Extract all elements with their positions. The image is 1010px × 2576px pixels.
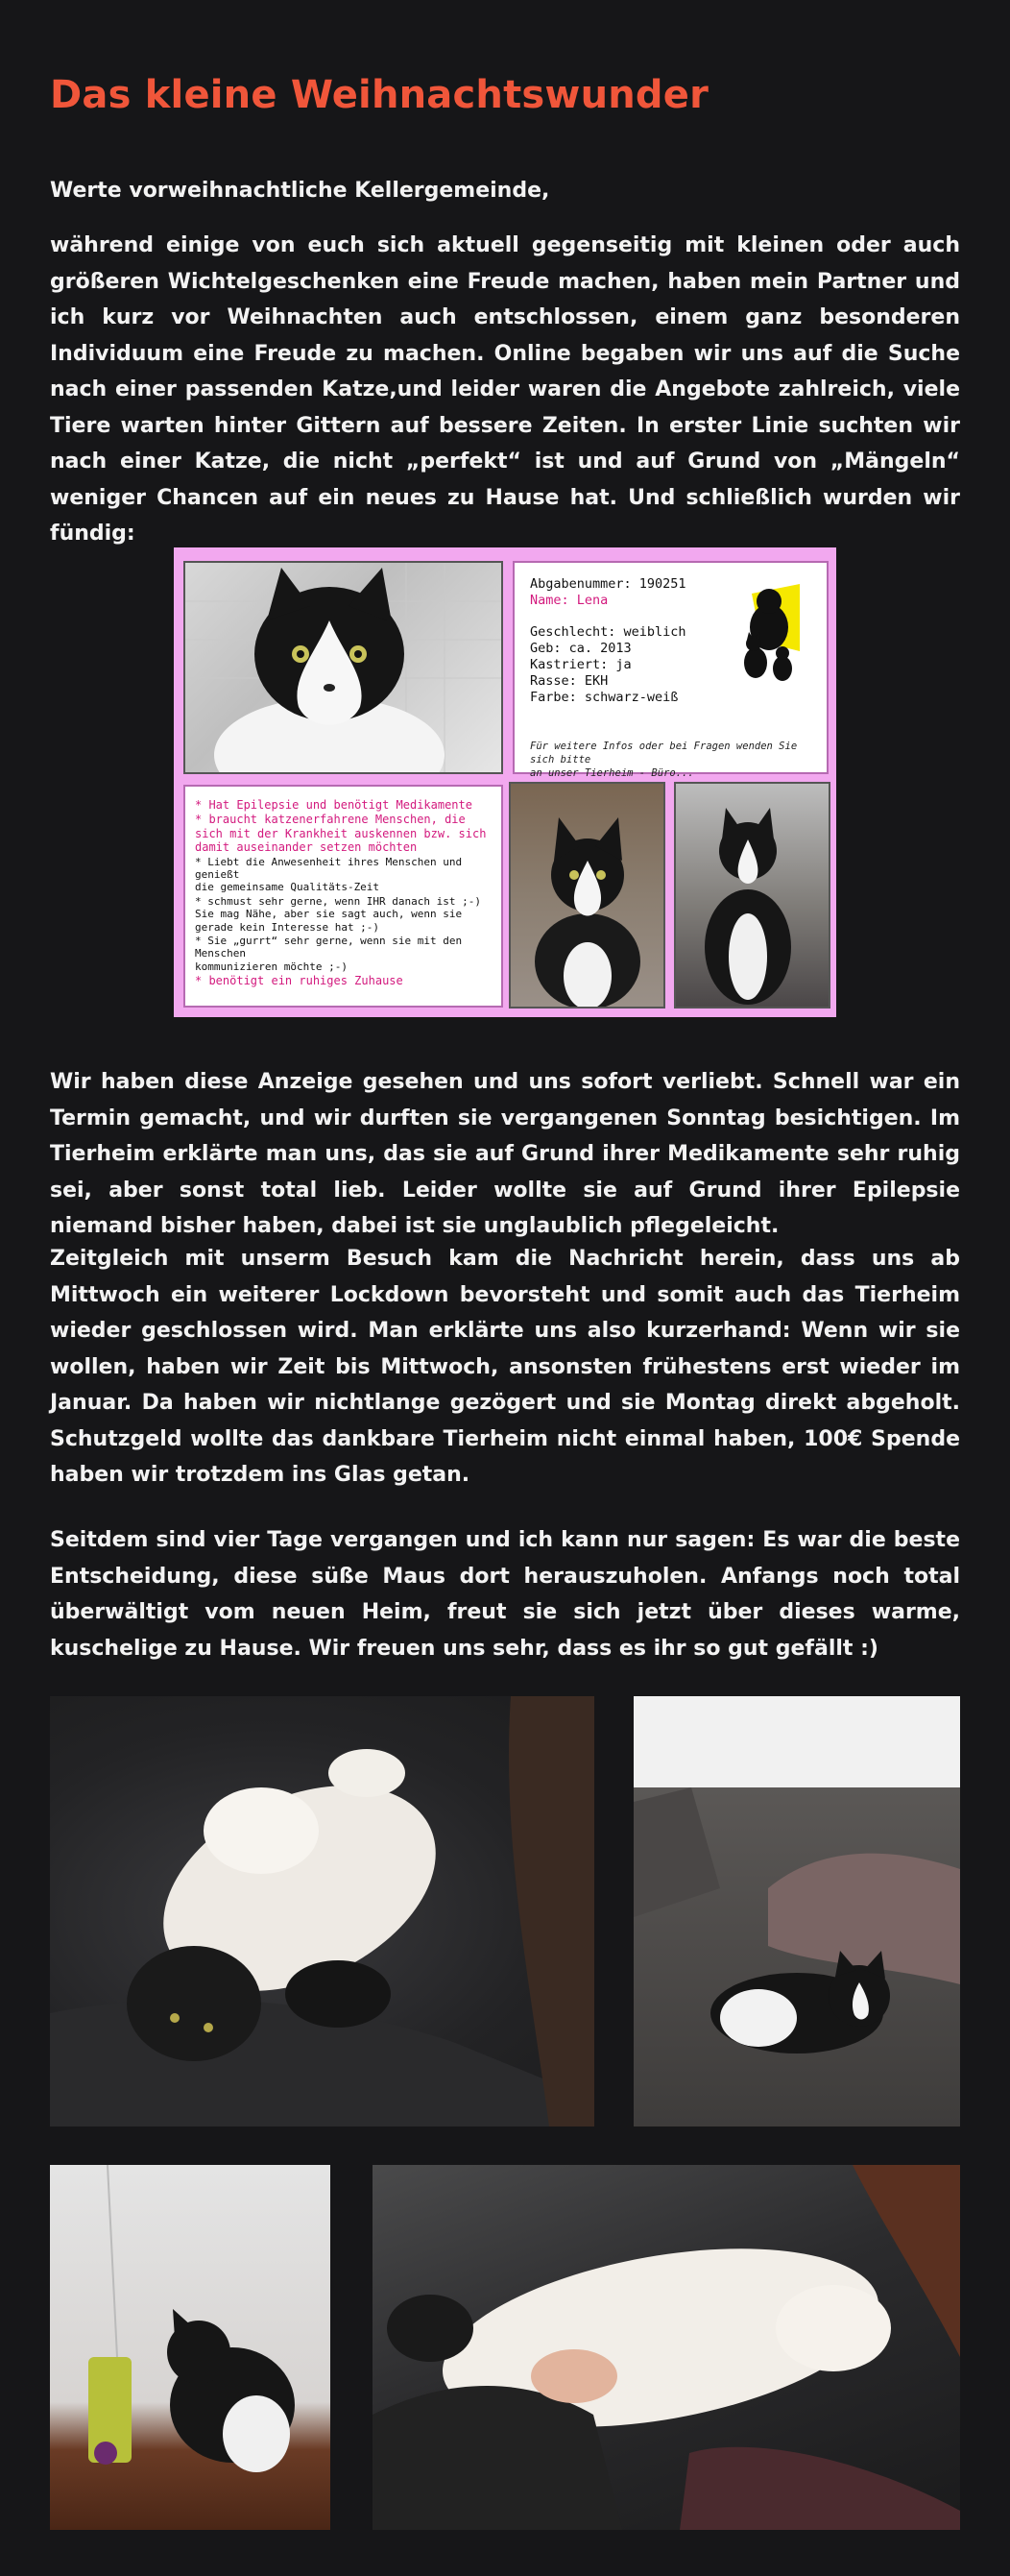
cat-belly-pet-photo [373,2165,960,2530]
note-cuddles: * schmust sehr gerne, wenn IHR danach ist ;-) Sie mag Nähe, aber sie sagt auch, wenn sie gerade kein Interesse hat ;-) [195,894,482,934]
page-title: Das kleine Weihnachtswunder [50,73,709,117]
note-companionship: * Liebt die Anwesenheit ihres Menschen und genießt die gemeinsame Qualitäts-Zeit [195,855,463,894]
cat-with-toy-photo [50,2165,330,2530]
cat-name: Name: Lena [530,593,609,608]
visit-paragraph: Wir haben diese Anzeige gesehen und uns sofort verliebt. Schnell war ein Termin gemacht, und wir durften sie vergangenen Sonntag besichtigen. Im Tierheim erklärte man uns, das sie auf Grund ihrer Medikamente sehr ruhig sei, aber sonst total lieb. Leider wollte sie auf Grund ihrer Epilepsie niemand bisher haben, dabei ist sie unglaublich pflegeleicht. [50,1070,960,1238]
flyer-footer: Für weitere Infos oder bei Fragen wenden Sie sich bitte an unser Tierheim - Büro... [530,741,798,779]
adoption-flyer-image [174,547,836,1017]
shelter-logo-icon [733,584,807,684]
cat-birth: Geb: ca. 2013 [530,641,632,656]
adoption-number: Abgabenummer: 190251 [530,576,686,592]
greeting: Werte vorweihnachtliche Kellergemeinde, [50,179,550,203]
cat-sex: Geschlecht: weiblich [530,624,686,640]
cat-rolling-on-sofa-photo [50,1696,594,2126]
note-epilepsy: * Hat Epilepsie und benötigt Medikamente [195,798,472,812]
intro-paragraph: während einige von euch sich aktuell gegenseitig mit kleinen oder auch größeren Wichtelgeschenken eine Freude machen, haben mein Partner und ich kurz vor Weihnachten auch entschlossen, einem ganz besonderen Individuum eine Freude zu machen. Online begaben wir uns auf die Suche nach einer passenden Katze,und leider waren die Angebote zahlreich, viele Tiere warten hinter Gittern auf bessere Zeiten. In erster Linie suchten wir nach einer Katze, die nicht „perfekt“ ist und auf Grund von „Mängeln“ weniger Chancen auf ein neues zu Hause hat. Und schließlich wurden wir fündig: [50,233,960,546]
cat-notes-box [183,785,503,1008]
cat-sitting-photo [509,782,665,1009]
lockdown-paragraph: Zeitgleich mit unserm Besuch kam die Nachricht herein, dass uns ab Mittwoch ein weiterer Lockdown bevorsteht und somit auch das Tierheim wieder geschlossen wird. Man erklärte uns also kurzerhand: Wenn wir sie wollen, haben wir Zeit bis Mittwoch, ansonsten frühestens erst wieder im Januar. Da haben wir nichtlange gezögert und sie Montag direkt abgeholt. Schutzgeld wollte das dankbare Tierheim nicht einmal haben, 100€ Spende haben wir trotzdem ins Glas getan. [50,1247,960,1487]
note-experienced-owners: * braucht katzenerfahrene Menschen, die sich mit der Krankheit auskennen bzw. sich damit auseinander setzen möchten [195,813,487,855]
cat-neutered: Kastriert: ja [530,657,632,672]
cat-color: Farbe: schwarz-weiß [530,690,679,705]
cat-breed: Rasse: EKH [530,673,609,689]
cat-lying-on-sofa-photo [634,1696,960,2126]
note-quiet-home: * benötigt ein ruhiges Zuhause [195,974,403,988]
cat-info-box [513,561,829,779]
note-purr: * Sie „gurrt“ sehr gerne, wenn sie mit den Menschen kommunizieren möchte ;-) [195,935,463,973]
cat-standing-photo [674,782,830,1009]
cat-portrait-photo [183,561,503,774]
conclusion-paragraph: Seitdem sind vier Tage vergangen und ich kann nur sagen: Es war die beste Entscheidung, diese süße Maus dort herauszuholen. Anfangs noch total überwältigt vom neuen Heim, freut sie sich jetzt über dieses warme, kuschelige zu Hause. Wir freuen uns sehr, dass es ihr so gut gefällt :) [50,1528,960,1661]
